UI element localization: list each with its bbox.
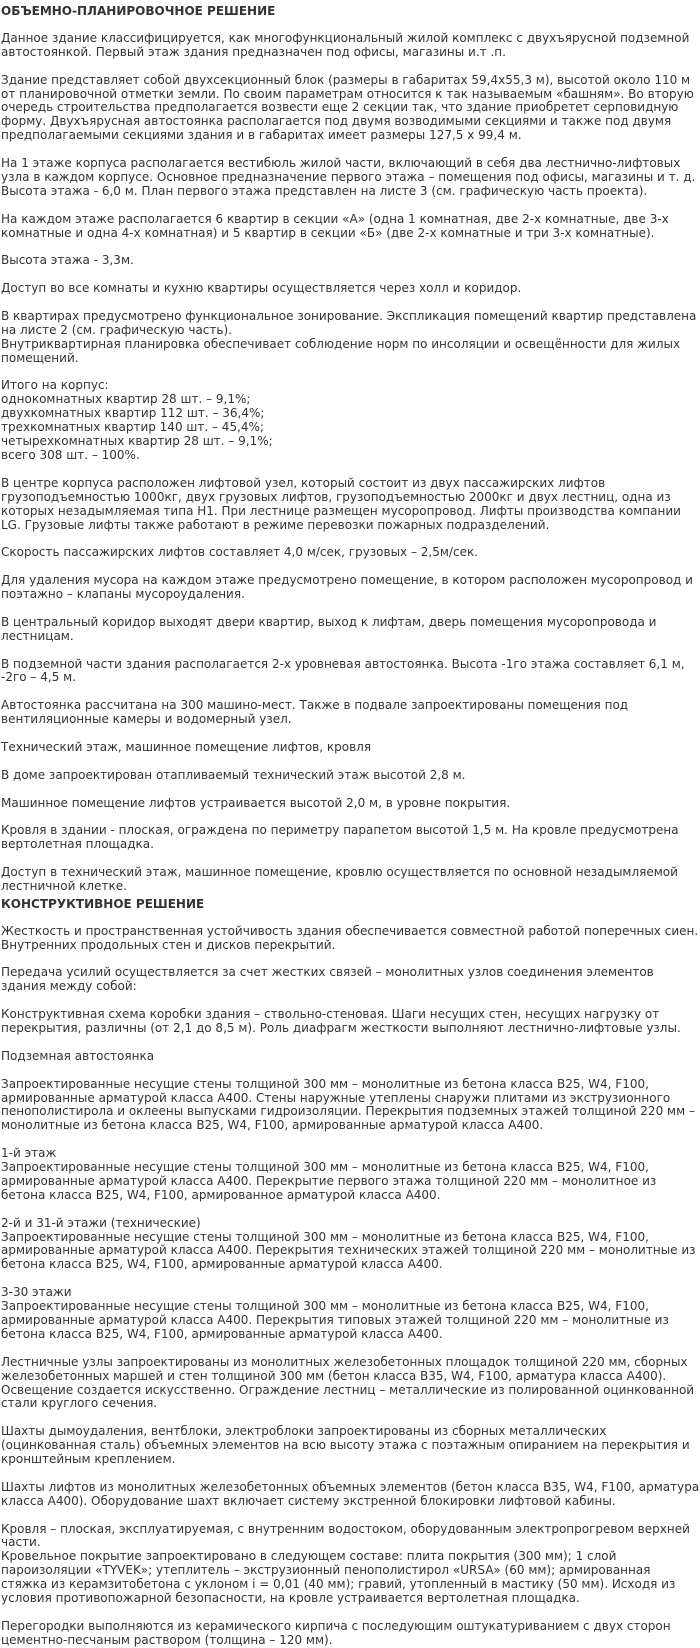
paragraph: 2-й и 31-й этажи (технические) Запроектированные несущие стены толщиной 300 мм – монолитные из бетона класса В25, W4, F100, армированные арматурой класса А400. Перекрытия технических этажей толщиной 220 мм – монолитные из бетона класса В25, W4, F100, армированные арматурой класса А400.: [1, 1215, 696, 1272]
paragraph: Запроектированные несущие стены толщиной 300 мм – монолитные из бетона класса В25, W4, F100, армированные арматурой класса А400. Стены наружные утеплены снаружи плитами из экструзионного пенополистирола и оклеены выпусками гидроизоляции. Перекрытия подземных этажей толщиной 220 мм – монолитные из бетона класса В25, W4, F100, армированные арматурой класса А400.: [1, 1076, 695, 1133]
paragraph: Перегородки выполняются из керамического кирпича с последующим оштукатуриванием с двух сторон цементно-песчаным раствором (толщина – 120 мм).: [1, 1618, 671, 1647]
paragraph: Высота этажа - 3,3м.: [1, 253, 134, 268]
paragraph: Скорость пассажирских лифтов составляет 4,0 м/сек, грузовых – 2,5м/сек.: [1, 545, 479, 560]
paragraph: Шахты лифтов из монолитных железобетонных объемных элементов (бетон класса В35, W4, F100, арматура класса А400). Оборудование шахт включает систему экстренной блокировки лифтовой кабины.: [1, 1479, 700, 1508]
paragraph: На 1 этаже корпуса располагается вестибюль жилой части, включающий в себя два лестнично-лифтовых узла в каждом корпусе. Основное предназначение первого этажа – помещения под офисы, магазины и т. д. Высота этажа - 6,0 м. План первого этажа представлен на листе 3 (см. графическую часть проекта).: [1, 156, 696, 198]
paragraph: Конструктивная схема коробки здания – ствольно-стеновая. Шаги несущих стен, несущих нагрузку от перекрытия, различны (от 2,1 до 8,5 м). Роль диафрагм жесткости выполняют лестнично-лифтовые узлы.: [1, 1007, 681, 1036]
paragraph: В центре корпуса расположен лифтовой узел, который состоит из двух пассажирских лифтов грузоподъемностью 1000кг, двух грузовых лифтов, грузоподъемностью 2000кг и двух лестниц, одна из которых незадымляемая типа Н1. При лестнице размещен мусоропровод. Лифты производства компании LG. Грузовые лифты также работают в режиме перевозки пожарных подразделений.: [1, 475, 681, 532]
paragraph: Данное здание классифицируется, как многофункциональный жилой комплекс с двухъярусной подземной автостоянкой. Первый этаж здания предназначен под офисы, магазины и.т .п.: [1, 30, 690, 59]
paragraph: В центральный коридор выходят двери квартир, выход к лифтам, дверь помещения мусоропровода и лестницам.: [1, 614, 657, 643]
paragraph: 1-й этаж Запроектированные несущие стены толщиной 300 мм – монолитные из бетона класса В25, W4, F100, армированные арматурой класса А400. Перекрытие первого этажа толщиной 220 мм – монолитное из бетона класса В25, W4, F100, армированное арматурой класса А400.: [1, 1146, 657, 1202]
apartment-totals: Итого на корпус: однокомнатных квартир 28 шт. – 9,1%; двухкомнатных квартир 112 шт. – 36,4%; трехкомнатных квартир 140 шт. – 45,4%; четырехкомнатных квартир 28 шт. – 9,1%; всего 308 шт. – 100%.: [1, 378, 273, 462]
paragraph: В квартирах предусмотрено функциональное зонирование. Экспликация помещений квартир представлена на листе 2 (см. графическую часть). Внутриквартирная планировка обеспечивает соблюдение норм по инсоляции и освещённости для жилых помещений.: [1, 308, 697, 365]
section-title-planning: ОБЪЕМНО-ПЛАНИРОВОЧНОЕ РЕШЕНИЕ: [1, 4, 276, 18]
paragraph: Автостоянка рассчитана на 300 машино-мест. Также в подвале запроектированы помещения под вентиляционные камеры и водомерный узел.: [1, 698, 629, 727]
paragraph: Шахты дымоудаления, вентблоки, электроблоки запроектированы из сборных металлических (оцинкованная сталь) объемных элементов на всю высоту этажа с поэтажным опиранием на перекрытия и кронштейным креплением.: [1, 1424, 690, 1467]
paragraph: Кровля в здании - плоская, ограждена по периметру парапетом высотой 1,5 м. На кровле предусмотрена вертолетная площадка.: [1, 823, 679, 852]
paragraph: Здание представляет собой двухсекционный блок (размеры в габаритах 59,4х55,3 м), высотой около 110 м от планировочной отметки земли. По своим параметрам относится к так называемым «башням». Во вторую очередь строительства предполагается возвести еще 2 секции так, что здание приобретет серповидную форму. Двухъярусная автостоянка располагается под двумя возводимыми секциями и также под двумя предполагаемыми секциями здания и в габаритах имеет размеры 127,5 х 99,4 м.: [1, 72, 694, 143]
paragraph: В подземной части здания располагается 2-х уровневая автостоянка. Высота -1го этажа составляет 6,1 м, -2го – 4,5 м.: [1, 656, 685, 685]
paragraph: Машинное помещение лифтов устраивается высотой 2,0 м, в уровне покрытия.: [1, 795, 511, 810]
paragraph: Кровля – плоская, эксплуатируемая, с внутренним водостоком, оборудованным электропрогревом верхней части. Кровельное покрытие запроектировано в следующем составе: плита покрытия (300 мм); 1 слой пароизоляции «TYVEK»; утеплитель – экструзионный пенополистирол «URSA» (60 мм); армированная стяжка из керамзитобетона с уклоном i = 0,01 (40 мм); гравий, утопленный в мастику (50 мм). Исходя из условия противопожарной безопасности, на кровле устраивается вертолетная площадка.: [1, 1521, 690, 1606]
section-title-structural: КОНСТРУКТИВНОЕ РЕШЕНИЕ: [1, 896, 205, 911]
paragraph: Технический этаж, машинное помещение лифтов, кровля: [1, 739, 372, 754]
paragraph: Передача усилий осуществляется за счет жестких связей – монолитных узлов соединения элементов здания между собой:: [1, 965, 654, 994]
paragraph: Жесткость и пространственная устойчивость здания обеспечивается совместной работой поперечных сиен. Внутренних продольных стен и дисков перекрытий.: [1, 923, 699, 952]
paragraph: Для удаления мусора на каждом этаже предусмотрено помещение, в котором расположен мусоропровод и поэтажно – клапаны мусороудаления.: [1, 573, 693, 601]
section-body-planning: [1, 32, 700, 894]
paragraph: На каждом этаже располагается 6 квартир в секции «А» (одна 1 комнатная, две 2-х комнатные, две 3-х комнатные и одна 4-х комнатная) и 5 квартир в секции «Б» (две 2-х комнатные и три 3-х комнатные).: [1, 211, 669, 240]
section-body-structural: [1, 925, 700, 1648]
paragraph: Подземная автостоянка: [1, 1048, 155, 1063]
paragraph: 3-30 этажи Запроектированные несущие стены толщиной 300 мм – монолитные из бетона класса В25, W4, F100, армированные арматурой класса А400. Перекрытия типовых этажей толщиной 220 мм – монолитные из бетона класса В25, W4, F100, армированные арматурой класса А400.: [1, 1285, 669, 1341]
paragraph: Доступ во все комнаты и кухню квартиры осуществляется через холл и коридор.: [1, 281, 522, 296]
paragraph: В доме запроектирован отапливаемый технический этаж высотой 2,8 м.: [1, 767, 466, 782]
paragraph: Доступ в технический этаж, машинное помещение, кровлю осуществляется по основной незадымляемой лестничной клетке.: [1, 865, 678, 893]
paragraph: Лестничные узлы запроектированы из монолитных железобетонных площадок толщиной 220 мм, сборных железобетонных маршей и стен толщиной 300 мм (бетон класса В35, W4, F100, арматура класса А400). Освещение создается искусственно. Ограждение лестниц – металлические из полированной оцинкованной стали круглого сечения.: [1, 1354, 695, 1411]
